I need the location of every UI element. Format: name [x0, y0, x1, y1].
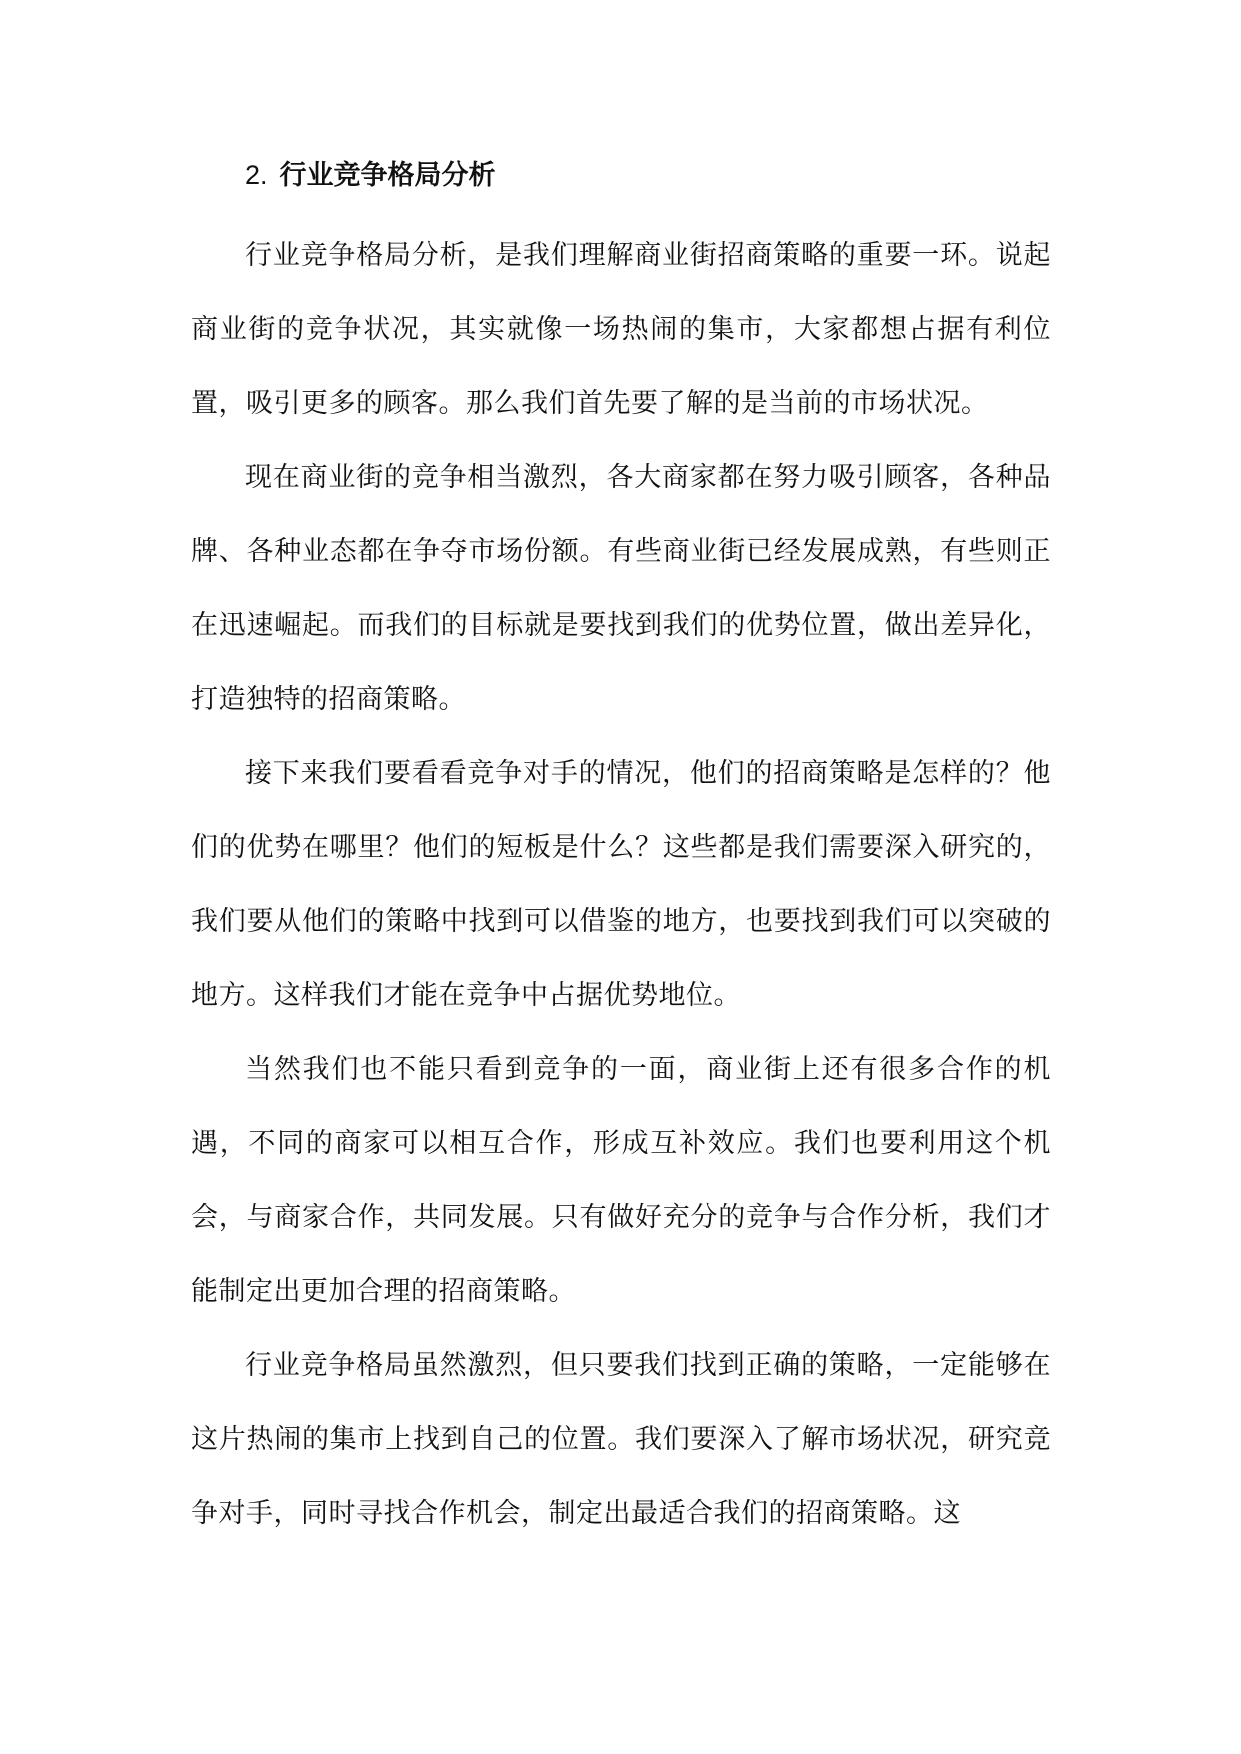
paragraph-2: 现在商业街的竞争相当激烈，各大商家都在努力吸引顾客，各种品牌、各种业态都在争夺市场份额。有些商业街已经发展成熟，有些则正在迅速崛起。而我们的目标就是要找到我们的优势位置，做出差异化，打造独特的招商策略。: [191, 462, 1051, 715]
paragraph-3: 接下来我们要看看竞争对手的情况，他们的招商策略是怎样的？他们的优势在哪里？他们的短板是什么？这些都是我们需要深入研究的，我们要从他们的策略中找到可以借鉴的地方，也要找到我们可以突破的地方。这样我们才能在竞争中占据优势地位。: [191, 758, 1051, 1011]
section-heading: [191, 145, 1051, 205]
paragraph-5: 行业竞争格局虽然激烈，但只要我们找到正确的策略，一定能够在这片热闹的集市上找到自己的位置。我们要深入了解市场状况，研究竞争对手，同时寻找合作机会，制定出最适合我们的招商策略。这: [191, 1350, 1051, 1529]
paragraph-1: 行业竞争格局分析，是我们理解商业街招商策略的重要一环。说起商业街的竞争状况，其实就像一场热闹的集市，大家都想占据有利位置，吸引更多的顾客。那么我们首先要了解的是当前的市场状况。: [191, 240, 1051, 419]
document-body: [191, 145, 1051, 1551]
section-number: 2.: [245, 160, 268, 190]
section-title: 行业竞争格局分析: [279, 160, 496, 191]
paragraph-4: 当然我们也不能只看到竞争的一面，商业街上还有很多合作的机遇，不同的商家可以相互合作，形成互补效应。我们也要利用这个机会，与商家合作，共同发展。只有做好充分的竞争与合作分析，我们才能制定出更加合理的招商策略。: [191, 1054, 1051, 1307]
